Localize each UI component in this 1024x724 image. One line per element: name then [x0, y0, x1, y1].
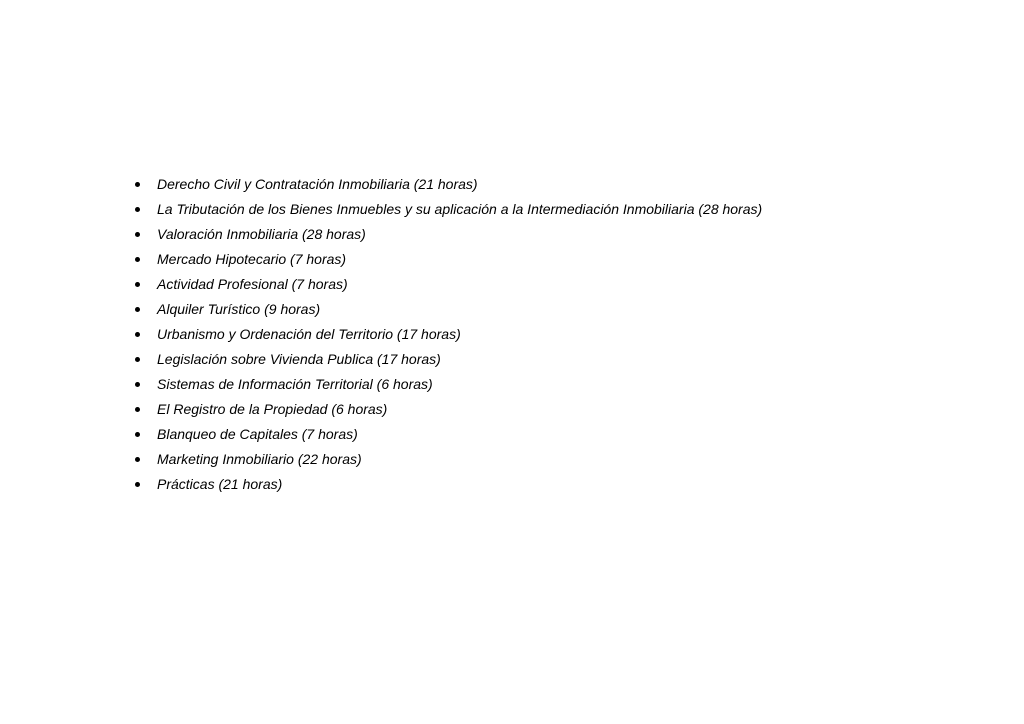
list-item: [130, 174, 762, 199]
list-item-label: Valoración Inmobiliaria (28 horas): [157, 226, 366, 242]
bullet-icon: [135, 432, 140, 437]
bullet-icon: [135, 257, 140, 262]
list-item: [130, 249, 762, 274]
bullet-icon: [135, 182, 140, 187]
list-item: [130, 449, 762, 474]
list-item-label: Derecho Civil y Contratación Inmobiliaria (21 horas): [157, 176, 478, 192]
bullet-icon: [135, 207, 140, 212]
list-item-label: Marketing Inmobiliario (22 horas): [157, 451, 362, 467]
bullet-icon: [135, 282, 140, 287]
bullet-icon: [135, 232, 140, 237]
bullet-icon: [135, 482, 140, 487]
list-item-label: El Registro de la Propiedad (6 horas): [157, 401, 388, 417]
list-item: [130, 399, 762, 424]
bullet-icon: [135, 357, 140, 362]
bullet-icon: [135, 382, 140, 387]
list-item: [130, 324, 762, 349]
list-item-label: Actividad Profesional (7 horas): [157, 276, 348, 292]
list-item-label: La Tributación de los Bienes Inmuebles y su aplicación a la Intermediación Inmobiliaria (28 horas): [157, 201, 763, 217]
bullet-icon: [135, 407, 140, 412]
list-item: [130, 424, 762, 449]
list-item-label: Prácticas (21 horas): [157, 476, 283, 492]
list-item: [130, 299, 762, 324]
list-item: [130, 374, 762, 399]
list-item-label: Sistemas de Información Territorial (6 horas): [157, 376, 433, 392]
bullet-icon: [135, 307, 140, 312]
list-item: [130, 474, 762, 499]
list-item-label: Mercado Hipotecario (7 horas): [157, 251, 347, 267]
list-item: [130, 274, 762, 299]
list-item-label: Urbanismo y Ordenación del Territorio (17 horas): [157, 326, 461, 342]
list-item: [130, 199, 762, 224]
bullet-icon: [135, 457, 140, 462]
list-item-label: Legislación sobre Vivienda Publica (17 horas): [157, 351, 441, 367]
bullet-icon: [135, 332, 140, 337]
course-module-list: [130, 174, 762, 499]
list-item-label: Alquiler Turístico (9 horas): [157, 301, 321, 317]
list-item: [130, 349, 762, 374]
list-item: [130, 224, 762, 249]
list-item-label: Blanqueo de Capitales (7 horas): [157, 426, 358, 442]
